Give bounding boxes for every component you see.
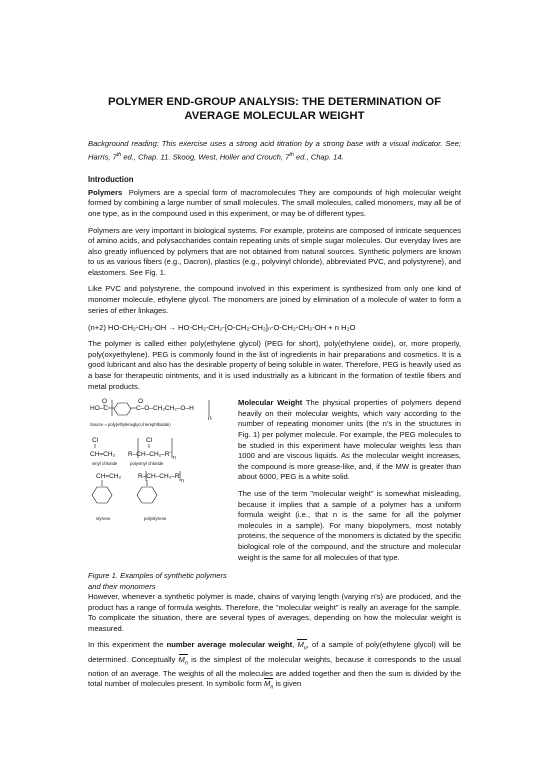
peg-o2: O: [138, 398, 144, 406]
mn-symbol: $M_n$: [297, 640, 307, 652]
polymers-lead: Polymers: [88, 187, 123, 197]
mw-lead: Molecular Weight: [238, 398, 303, 408]
polystyrene-formula: R–CH–CH₂–R': [138, 473, 181, 481]
polystyrene-ring: [137, 487, 157, 503]
figure-section: [88, 398, 461, 592]
intro-paragraph-1: [88, 188, 461, 220]
page-title: POLYMER END-GROUP ANALYSIS: THE DETERMINATION OF AVERAGE MOLECULAR WEIGHT: [107, 96, 442, 122]
na-text-3: , of a sample of poly(ethylene glycol) will be determined. Conceptually: [88, 640, 461, 664]
mw-paragraph-2: The use of the term "molecular weight" is somewhat misleading, because it implies that a sample of a polymer has a uniform formula weight (i.e., that n is the same for all the polymer molecules in a sample). For many biopolymers, most notably proteins, the sequence of the monomers is dictated by the specific biological role of the compound, and the structure and molecular weight is the same for all molecules of that type.: [238, 488, 461, 562]
na-text-4: is the simplest of the molecular weights, because it corresponds to the usual notion of an average. The weights of all the molecules are added together and then the sum is divided by the total number of molecules present. In symbolic form: [88, 654, 461, 689]
peg-structure-text: HO–C: [90, 405, 109, 413]
polystyrene-label: polystyrene: [144, 516, 167, 522]
peg-n: n: [208, 415, 212, 423]
vinyl-formula: CH=CH₂: [90, 451, 116, 459]
polystyrene-n: n: [181, 478, 184, 485]
background-text-3: ed., Chap. 14.: [293, 152, 344, 162]
number-average-paragraph: [88, 640, 461, 693]
pvc-formula: R–CH–CH₂–R': [128, 451, 171, 459]
polymer-structures-diagram: [88, 398, 228, 563]
pvc-n: n: [173, 455, 176, 462]
peg-equation: (n+2) HO-CH₂-CH₂-OH → HO-CH₂-CH₂-[O-CH₂-CH₂]ₙ-O-CH₂-CH₂-OH + n H₂O: [88, 323, 356, 333]
background-sup-2: th: [289, 151, 294, 158]
na-text-5: is given: [273, 679, 302, 689]
mw-text-1: The physical properties of polymers depend heavily on their molecular weights, which vary according to the number of repeating monomer units (the n's in the structures in Fig. 1) per polymer molecule. For example, the PEG molecules to be studied in this experiment have molecular weights less than 1000 and are viscous liquids. As the molecular weight increases, the compound is more grease-like, and, if the MW is greater than about 6000, PEG is a white solid.: [238, 398, 461, 482]
mn-symbol-3: $M_n$: [264, 679, 274, 691]
figure-1: [88, 398, 228, 592]
intro-paragraph-4: The polymer is called either poly(ethylene glycol) (PEG for short), poly(ethylene oxide), or, more properly, poly(oxyethylene). PEG is commonly found in the list of ingredients in hair preparations and cosmetics. It is a good lubricant and also has the desirable property of being soluble in water. Therefore, PEG is heavily used as a base for therapeutic ointments, and it is used industrially as a lubricant in the formation of textile fibers and metal products.: [88, 339, 461, 391]
intro-heading: Introduction: [88, 174, 134, 184]
mn-symbol-2: $M_n$: [178, 654, 188, 667]
peg-ring: [114, 403, 131, 415]
background-sup-1: th: [116, 151, 122, 158]
background-reading: [88, 139, 461, 163]
molecular-weight-section: [238, 398, 461, 592]
styrene-formula: CH=CH₂: [96, 473, 122, 481]
mw-paragraph-1: [238, 398, 461, 483]
peg-source-label: Source = poly(ethyleneglycol terephthalate): [90, 422, 171, 428]
mw-paragraph-3: However, whenever a synthetic polymer is made, chains of varying length (varying n's) are produced, and the product has a range of formula weights. Therefore, the "molecular weight" is really an average for the sample. To complicate the situation, there are several types of averages, depending on how the molecular weight is measured.: [88, 592, 461, 633]
intro-paragraph-3: Like PVC and polystyrene, the compound involved in this experiment is synthesized from only one kind of monomer molecule, ethylene glycol. The monomers are joined by elimination of a molecule of water to form a series of ether linkages.: [88, 284, 461, 315]
page-content: [88, 95, 461, 699]
background-text-1: Background reading: This exercise uses a strong acid titration by a strong base with a visual indicator. See; Harris, 7: [88, 139, 461, 162]
intro-text-1: Polymers are a special form of macromolecules They are compounds of high molecular weight formed by combining a large number of small molecules. The small molecules, called monomers, may all be of one type, as in the compound used in this experiment, or may be of different types.: [88, 187, 461, 218]
figure-caption: Figure 1. Examples of synthetic polymers and their monomers: [88, 571, 227, 591]
intro-paragraph-2: Polymers are very important in biological systems. For example, proteins are composed of intricate sequences of amino acids, and polysaccharides contain repeating units of simple sugar molecules. Our everyday lives are also greatly influenced by polymers that are not obtained from natural sources. Synthetic polymers are known to us as various fibers (e.g., Dacron), plastics (e.g., polyvinyl chloride), abbreviated PVC, and polystyrene), and elastomers. See Fig. 1.: [88, 225, 461, 277]
styrene-ring: [92, 487, 112, 503]
na-text-1: In this experiment the: [88, 640, 167, 650]
na-bold: number average molecular weight: [166, 640, 293, 650]
vinyl-chloride-label: vinyl chloride: [92, 461, 118, 467]
peg-chain-text: C–O–CH₂CH₂–O–H: [136, 405, 194, 413]
vinyl-cl: Cl: [92, 437, 99, 445]
peg-o1: O: [102, 398, 108, 406]
styrene-label: styrene: [96, 516, 111, 522]
background-text-2: ed., Chap. 11. Skoog, West, Holler and Crouch, 7: [121, 152, 290, 162]
pvc-label: polyvinyl chloride: [130, 461, 164, 467]
pvc-cl: Cl: [146, 437, 153, 445]
na-text-2: ,: [292, 640, 298, 650]
